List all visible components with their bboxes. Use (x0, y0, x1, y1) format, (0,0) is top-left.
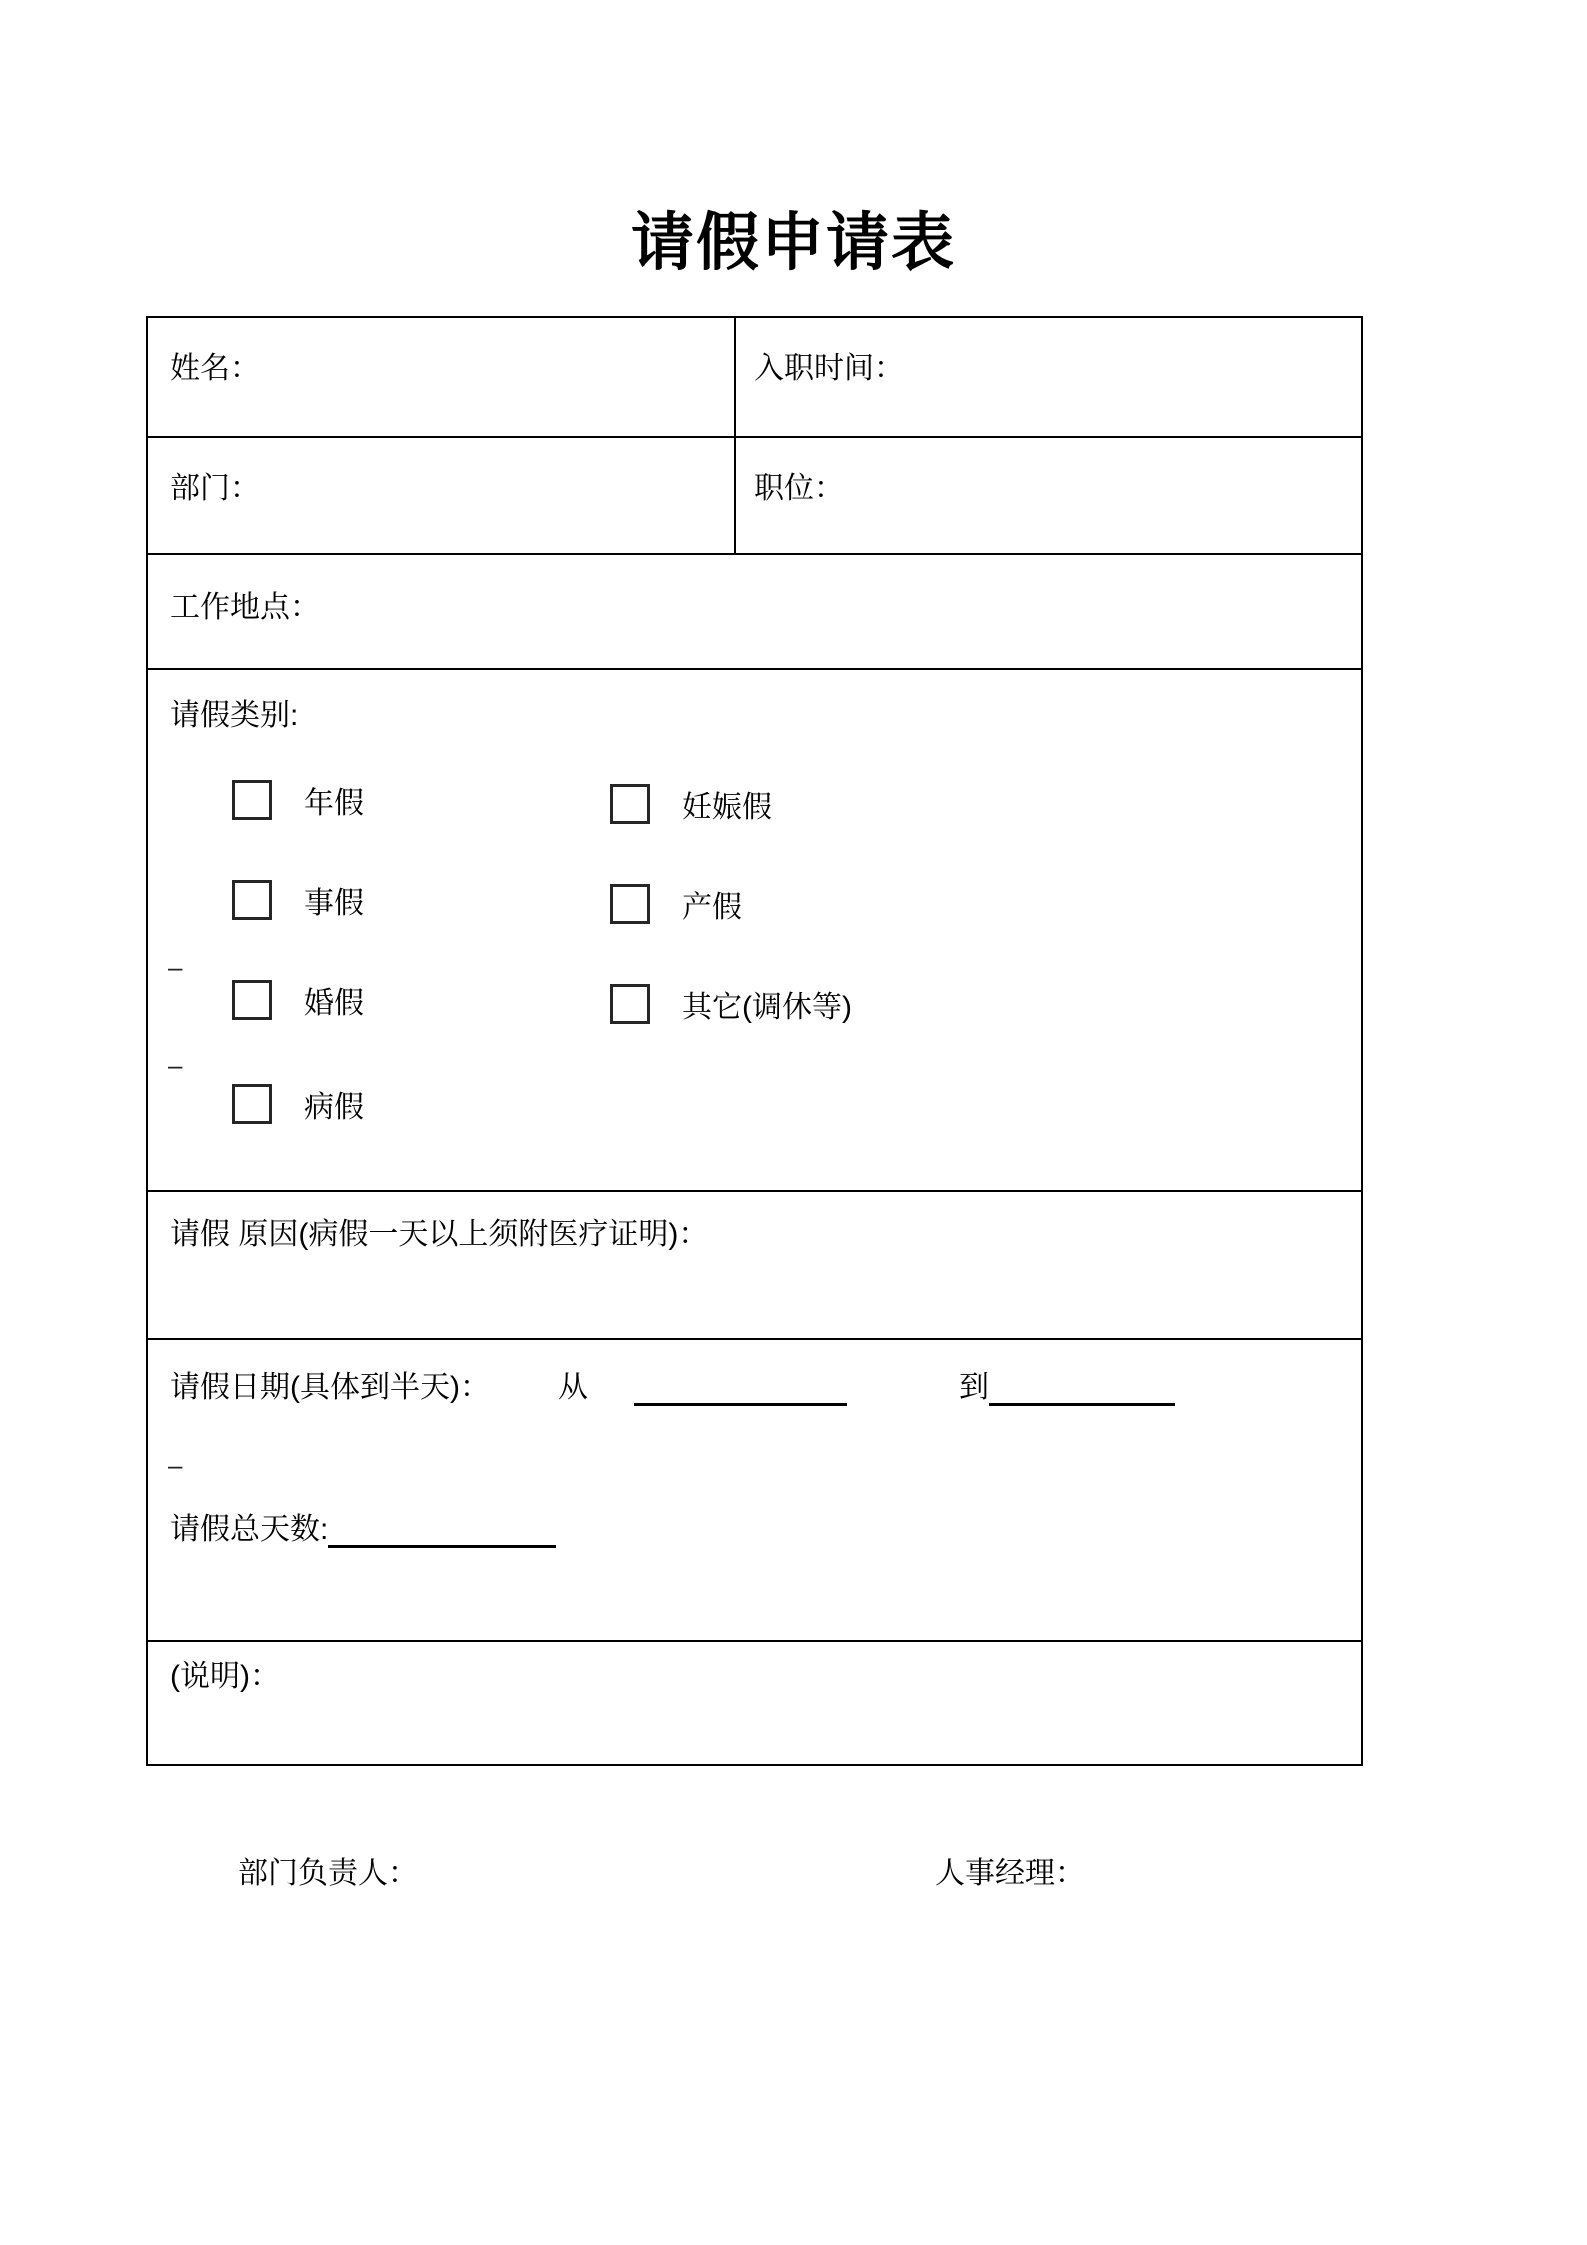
leave-option-annual (232, 778, 364, 822)
pregnancy-leave-checkbox[interactable] (610, 784, 650, 824)
leave-option-personal (232, 878, 364, 922)
other-leave-label: 其它(调休等) (682, 991, 852, 1024)
stray-dash-mark: – (168, 1450, 183, 1480)
leave-type-label: 请假类别: (170, 699, 299, 732)
stray-dash-mark: – (168, 952, 183, 982)
name-label: 姓名： (170, 352, 260, 385)
page-title: 请假申请表 (631, 208, 956, 278)
leave-option-maternity (610, 882, 742, 926)
leave-option-marriage (232, 978, 364, 1022)
from-label: 从 (557, 1371, 588, 1404)
to-label: 到 (958, 1371, 989, 1404)
maternity-leave-label: 产假 (682, 891, 742, 924)
annual-leave-label: 年假 (304, 787, 364, 820)
leave-option-pregnancy (610, 782, 772, 826)
total-days-blank[interactable] (328, 1511, 556, 1548)
sick-leave-checkbox[interactable] (232, 1084, 272, 1124)
leave-type-section (148, 670, 1361, 1192)
row-name-hiredate (148, 318, 1361, 438)
other-leave-checkbox[interactable] (610, 984, 650, 1024)
hire-date-input-area[interactable] (736, 318, 1361, 436)
work-location-input-area[interactable] (148, 555, 1361, 670)
marriage-leave-label: 婚假 (304, 987, 364, 1020)
from-date-blank[interactable] (634, 1369, 847, 1406)
reason-label: 请假 原因(病假一天以上须附医疗证明)： (170, 1218, 709, 1251)
note-input-area[interactable] (148, 1642, 1361, 1764)
leave-application-table (146, 316, 1363, 1766)
row-department-position (148, 438, 1361, 555)
dept-head-signature-label: 部门负责人： (238, 1857, 418, 1890)
reason-input-area[interactable] (148, 1192, 1361, 1340)
pregnancy-leave-label: 妊娠假 (682, 791, 772, 824)
total-days-label: 请假总天数: (170, 1513, 329, 1546)
personal-leave-label: 事假 (304, 887, 364, 920)
leave-option-other (610, 982, 852, 1026)
sick-leave-label: 病假 (304, 1091, 364, 1124)
leave-option-sick (232, 1082, 364, 1126)
maternity-leave-checkbox[interactable] (610, 884, 650, 924)
total-days-line (170, 1504, 556, 1548)
date-range-line (170, 1362, 1175, 1406)
position-label: 职位： (754, 472, 844, 505)
stray-dash-mark: – (168, 1050, 183, 1080)
to-date-blank[interactable] (989, 1369, 1175, 1406)
marriage-leave-checkbox[interactable] (232, 980, 272, 1020)
department-label: 部门： (170, 472, 260, 505)
hire-date-label: 入职时间： (754, 352, 904, 385)
date-label: 请假日期(具体到半天)： (170, 1371, 490, 1404)
department-input-area[interactable] (148, 438, 736, 553)
name-input-area[interactable] (148, 318, 736, 436)
personal-leave-checkbox[interactable] (232, 880, 272, 920)
hr-manager-signature-label: 人事经理： (935, 1857, 1085, 1890)
date-section (148, 1340, 1361, 1642)
annual-leave-checkbox[interactable] (232, 780, 272, 820)
work-location-label: 工作地点： (170, 591, 320, 624)
position-input-area[interactable] (736, 438, 1361, 553)
note-label: (说明)： (170, 1660, 280, 1693)
